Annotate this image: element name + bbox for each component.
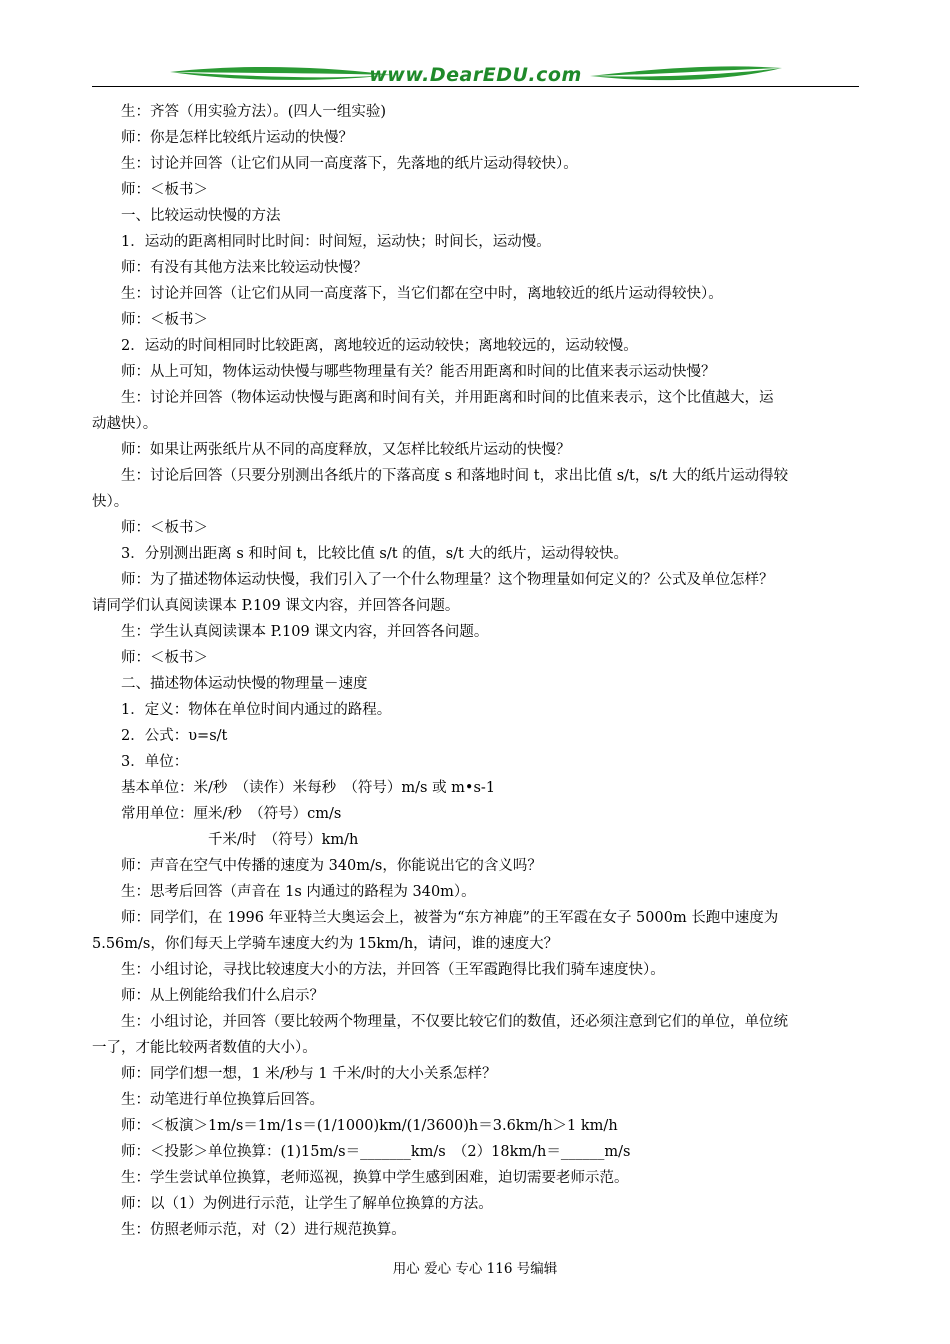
text-line: 师：为了描述物体运动快慢，我们引入了一个什么物理量？这个物理量如何定义的？公式及单位怎样？ <box>121 572 774 588</box>
text-line: 生：小组讨论，寻找比较速度大小的方法，并回答（王军霞跑得比我们骑车速度快）。 <box>121 962 665 978</box>
page-footer: 用心 爱心 专心 116 号编辑 <box>392 1261 558 1277</box>
header-rule <box>92 86 859 87</box>
text-line: 1．定义：物体在单位时间内通过的路程。 <box>121 702 392 718</box>
text-line: 师：同学们，在 1996 年亚特兰大奥运会上，被誉为“东方神鹿”的王军霞在女子 5000m 长跑中速度为 <box>121 910 779 926</box>
text-line: 生：齐答（用实验方法）。(四人一组实验) <box>121 104 387 120</box>
text-line: 师：从上可知，物体运动快慢与哪些物理量有关？能否用距离和时间的比值来表示运动快慢？ <box>121 364 716 380</box>
text-line: 生：讨论后回答（只要分别测出各纸片的下落高度 s 和落地时间 t，求出比值 s/t，s/t 大的纸片运动得较 <box>121 468 789 484</box>
text-line: 1．运动的距离相同时比时间：时间短，运动快；时间长，运动慢。 <box>121 234 551 250</box>
text-line: 师：＜板书＞ <box>121 520 208 536</box>
text-line: 生：思考后回答（声音在 1s 内通过的路程为 340m）。 <box>121 884 476 900</box>
text-line: 3．分别测出距离 s 和时间 t，比较比值 s/t 的值，s/t 大的纸片，运动得较快。 <box>121 546 628 562</box>
site-brand-logo: www.DearEDU.com <box>369 64 582 86</box>
text-line: 师：＜板演＞1m/s＝1m/1s＝(1/1000)km/(1/3600)h＝3.6km/h＞1 km/h <box>121 1118 618 1134</box>
text-line: 师：＜板书＞ <box>121 312 208 328</box>
text-line: 师：声音在空气中传播的速度为 340m/s，你能说出它的含义吗？ <box>121 858 542 874</box>
text-line: 2．运动的时间相同时比较距离，离地较近的运动较快；离地较远的，运动较慢。 <box>121 338 638 354</box>
text-line: 生：讨论并回答（让它们从同一高度落下，当它们都在空中时，离地较近的纸片运动得较快）。 <box>121 286 723 302</box>
text-line: 二、描述物体运动快慢的物理量－速度 <box>121 676 368 692</box>
text-line: 生：小组讨论，并回答（要比较两个物理量，不仅要比较它们的数值，还必须注意到它们的单位，单位统 <box>121 1014 788 1030</box>
text-line: 生：学生认真阅读课本 P.109 课文内容，并回答各问题。 <box>121 624 489 640</box>
text-line: 师：＜板书＞ <box>121 650 208 666</box>
text-line: 一、比较运动快慢的方法 <box>121 208 281 224</box>
text-line: 常用单位：厘米/秒 （符号）cm/s <box>121 806 342 822</box>
text-line: 请同学们认真阅读课本 P.109 课文内容，并回答各问题。 <box>92 598 460 614</box>
text-line: 生：讨论并回答（让它们从同一高度落下，先落地的纸片运动得较快）。 <box>121 156 578 172</box>
text-line: 师：＜投影＞单位换算：(1)15m/s＝_______km/s （2）18km/h＝______m/s <box>121 1144 631 1160</box>
text-line: 基本单位：米/秒 （读作）米每秒 （符号）m/s 或 m•s-1 <box>121 780 496 796</box>
text-line: 快）。 <box>92 494 129 510</box>
text-line: 2．公式：υ=s/t <box>121 728 228 744</box>
text-line: 师：如果让两张纸片从不同的高度释放，又怎样比较纸片运动的快慢？ <box>121 442 571 458</box>
text-line: 生：动笔进行单位换算后回答。 <box>121 1092 324 1108</box>
text-line: 5.56m/s，你们每天上学骑车速度大约为 15km/h，请问，谁的速度大？ <box>92 936 559 952</box>
text-line: 生：仿照老师示范，对（2）进行规范换算。 <box>121 1222 406 1238</box>
text-line: 师：以（1）为例进行示范，让学生了解单位换算的方法。 <box>121 1196 493 1212</box>
text-line: 师：同学们想一想，1 米/秒与 1 千米/时的大小关系怎样？ <box>121 1066 497 1082</box>
text-line: 动越快）。 <box>92 416 158 432</box>
text-line: 师：从上例能给我们什么启示？ <box>121 988 324 1004</box>
document-body <box>92 99 862 1243</box>
text-line: 师：＜板书＞ <box>121 182 208 198</box>
text-line: 3．单位： <box>121 754 189 770</box>
text-line: 生：讨论并回答（物体运动快慢与距离和时间有关，并用距离和时间的比值来表示，这个比值越大，运 <box>121 390 774 406</box>
text-line: 千米/时 （符号）km/h <box>208 832 359 848</box>
text-line: 师：你是怎样比较纸片运动的快慢？ <box>121 130 353 146</box>
text-line: 生：学生尝试单位换算，老师巡视，换算中学生感到困难，迫切需要老师示范。 <box>121 1170 629 1186</box>
text-line: 师：有没有其他方法来比较运动快慢？ <box>121 260 368 276</box>
text-line: 一了，才能比较两者数值的大小）。 <box>92 1040 317 1056</box>
